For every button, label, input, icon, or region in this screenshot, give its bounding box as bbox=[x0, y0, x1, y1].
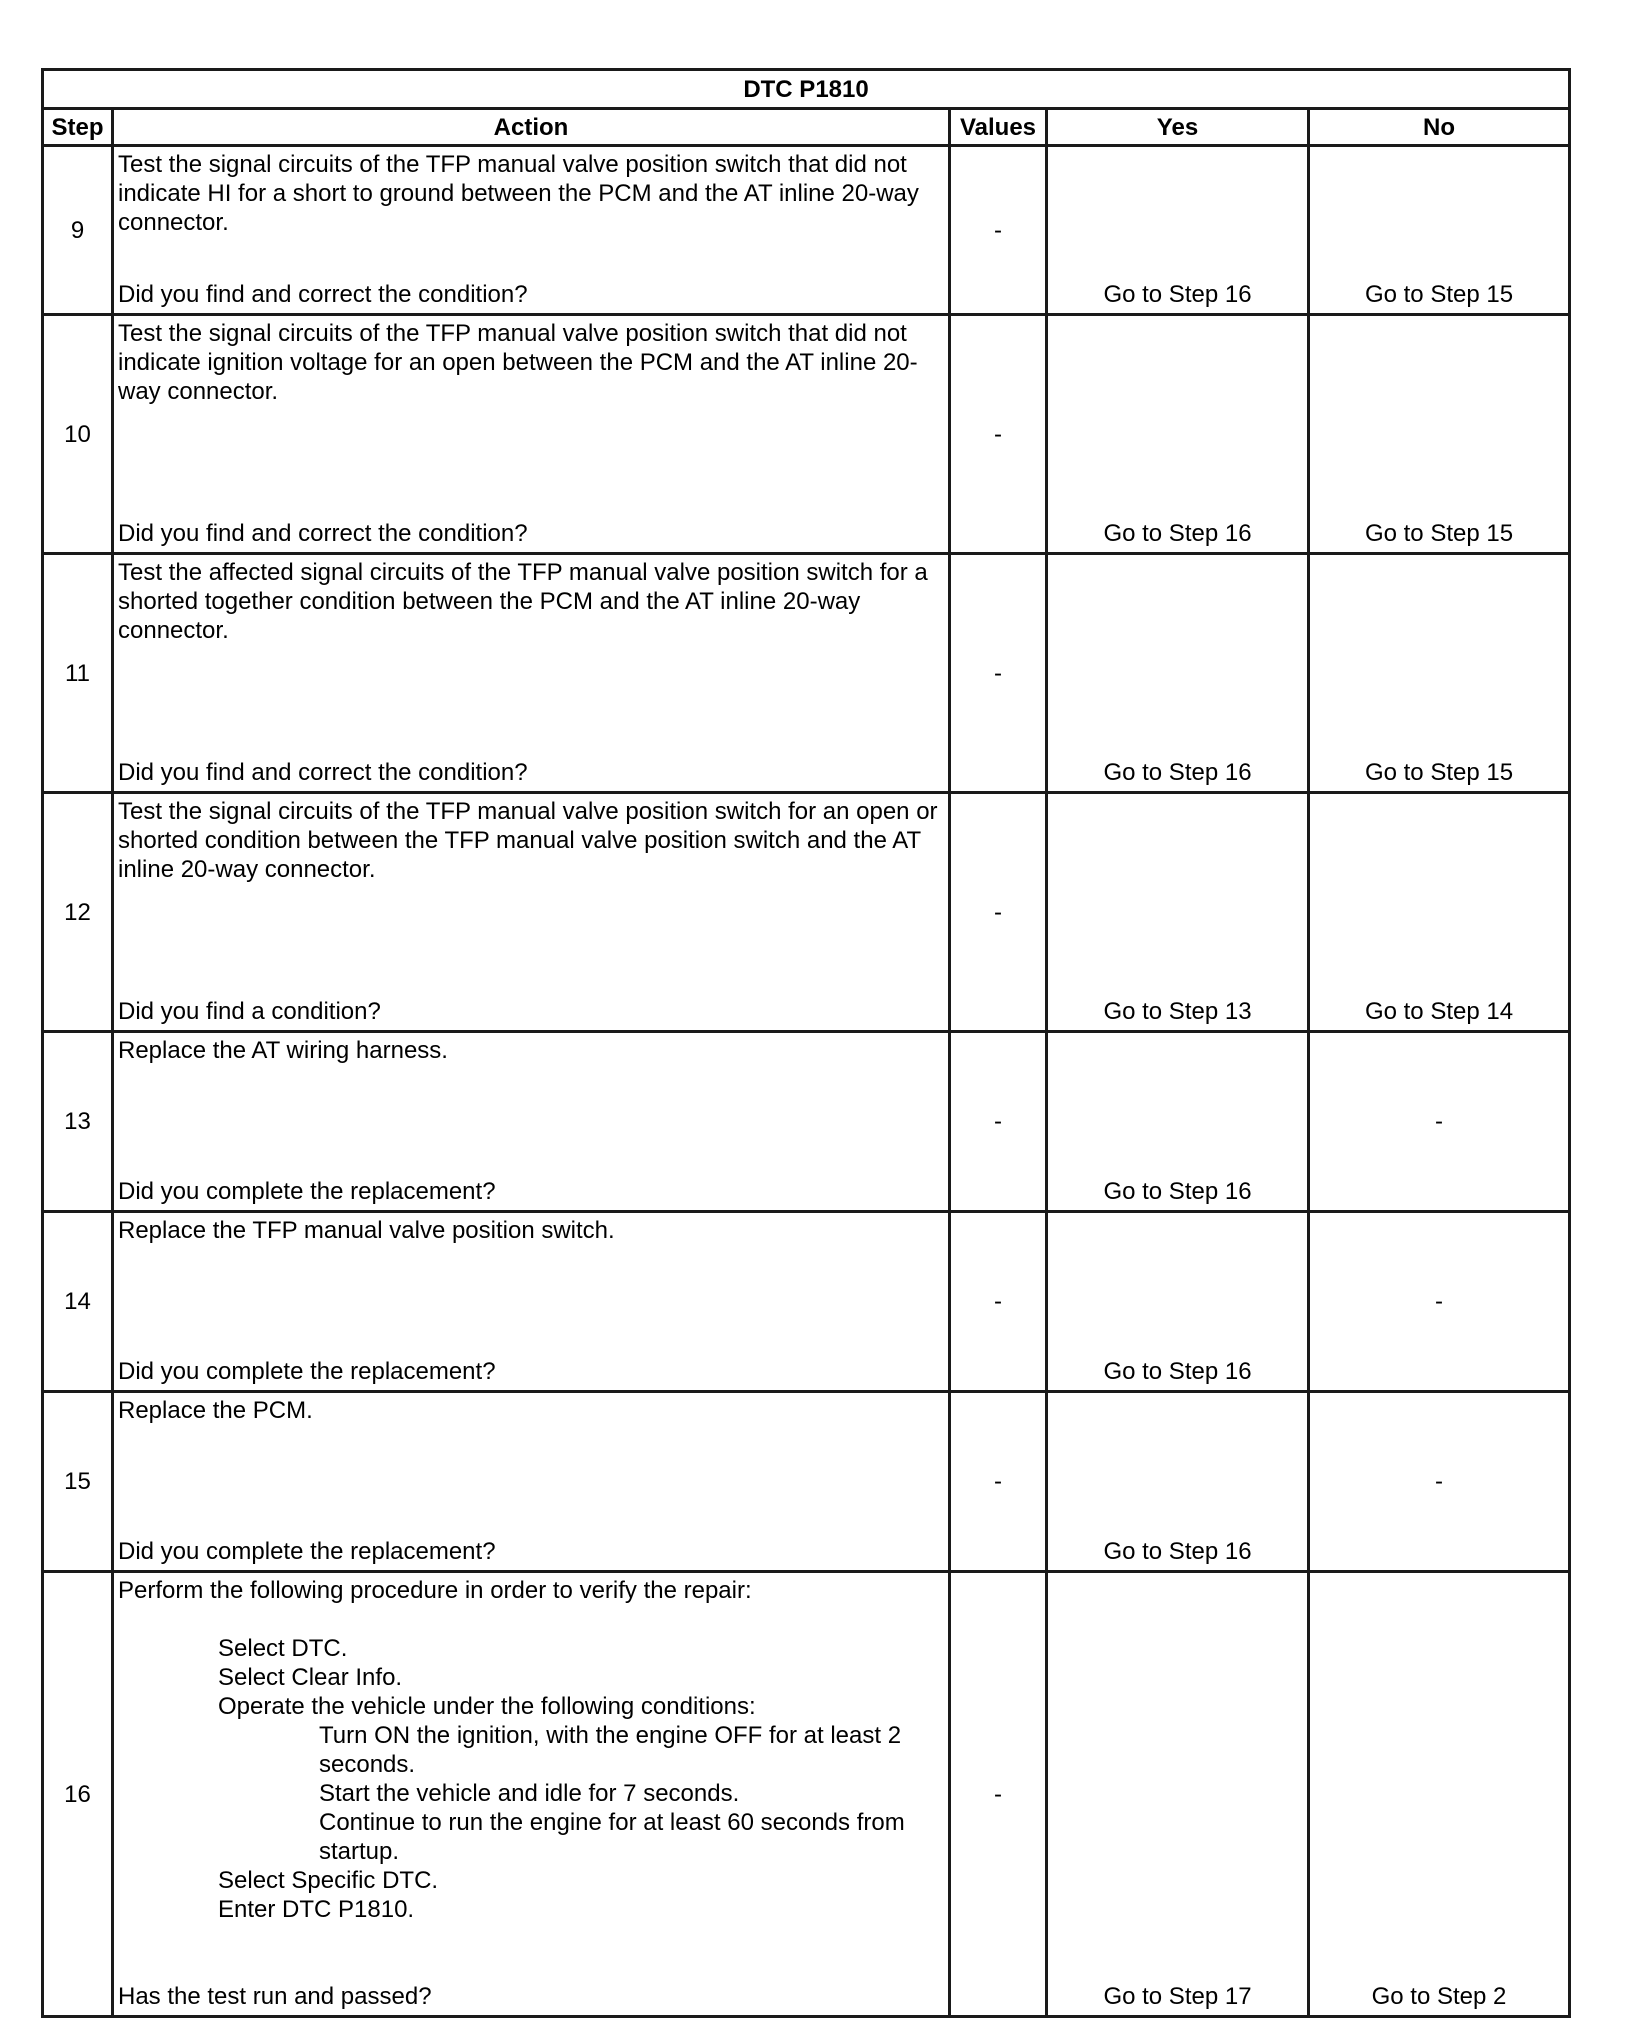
no-cell: Go to Step 2 bbox=[1309, 1572, 1570, 2017]
header-no: No bbox=[1309, 109, 1570, 146]
no-cell: - bbox=[1309, 1392, 1570, 1572]
action-cell bbox=[113, 1032, 950, 1212]
no-cell: - bbox=[1309, 1212, 1570, 1392]
step-number: 14 bbox=[43, 1212, 113, 1392]
procedure-step: Select DTC. bbox=[218, 1635, 348, 1662]
action-question: Did you complete the replacement? bbox=[118, 1358, 496, 1385]
header-values: Values bbox=[950, 109, 1047, 146]
values-cell: - bbox=[950, 1572, 1047, 2017]
values-cell: - bbox=[950, 1212, 1047, 1392]
table-row bbox=[43, 1392, 1570, 1572]
yes-cell: Go to Step 13 bbox=[1047, 793, 1309, 1032]
action-question: Has the test run and passed? bbox=[118, 1983, 432, 2010]
action-cell bbox=[113, 146, 950, 315]
table-row bbox=[43, 1572, 1570, 2017]
yes-cell: Go to Step 16 bbox=[1047, 146, 1309, 315]
yes-cell: Go to Step 16 bbox=[1047, 315, 1309, 554]
action-question: Did you find and correct the condition? bbox=[118, 520, 528, 547]
yes-cell: Go to Step 16 bbox=[1047, 1392, 1309, 1572]
action-question: Did you complete the replacement? bbox=[118, 1178, 496, 1205]
action-cell bbox=[113, 315, 950, 554]
procedure-intro: Perform the following procedure in order to verify the repair: bbox=[118, 1577, 752, 1604]
values-cell: - bbox=[950, 1032, 1047, 1212]
no-cell: Go to Step 15 bbox=[1309, 315, 1570, 554]
values-cell: - bbox=[950, 1392, 1047, 1572]
header-yes: Yes bbox=[1047, 109, 1309, 146]
step-number: 15 bbox=[43, 1392, 113, 1572]
condition-item: Turn ON the ignition, with the engine OFF for at least 2 seconds. bbox=[319, 1722, 902, 1778]
values-cell: - bbox=[950, 554, 1047, 793]
step-number: 10 bbox=[43, 315, 113, 554]
yes-cell: Go to Step 16 bbox=[1047, 554, 1309, 793]
step-number: 12 bbox=[43, 793, 113, 1032]
values-cell: - bbox=[950, 793, 1047, 1032]
table-row bbox=[43, 315, 1570, 554]
table-row bbox=[43, 146, 1570, 315]
action-text: Test the signal circuits of the TFP manual valve position switch that did not indicate ignition voltage for an open between the PCM and the AT inline 20-way connector. bbox=[118, 320, 918, 405]
procedure-steps bbox=[118, 1634, 944, 1924]
action-question: Did you find and correct the condition? bbox=[118, 281, 528, 308]
procedure bbox=[118, 1576, 944, 1924]
condition-item: Start the vehicle and idle for 7 seconds. bbox=[319, 1780, 740, 1807]
action-text: Replace the AT wiring harness. bbox=[118, 1037, 448, 1064]
no-cell: Go to Step 14 bbox=[1309, 793, 1570, 1032]
table-row bbox=[43, 1212, 1570, 1392]
header-step: Step bbox=[43, 109, 113, 146]
condition-list bbox=[218, 1721, 944, 1866]
values-cell: - bbox=[950, 315, 1047, 554]
action-question: Did you find a condition? bbox=[118, 998, 381, 1025]
no-cell: Go to Step 15 bbox=[1309, 146, 1570, 315]
step-number: 13 bbox=[43, 1032, 113, 1212]
action-text: Replace the PCM. bbox=[118, 1397, 313, 1424]
yes-cell: Go to Step 17 bbox=[1047, 1572, 1309, 2017]
table-title: DTC P1810 bbox=[43, 70, 1570, 109]
table-row bbox=[43, 793, 1570, 1032]
condition-item: Continue to run the engine for at least 60 seconds from startup. bbox=[319, 1809, 905, 1865]
procedure-step: Enter DTC P1810. bbox=[218, 1896, 415, 1923]
table-row bbox=[43, 554, 1570, 793]
action-question: Did you find and correct the condition? bbox=[118, 759, 528, 786]
action-cell bbox=[113, 793, 950, 1032]
procedure-step: Select Clear Info. bbox=[218, 1664, 403, 1691]
no-cell: Go to Step 15 bbox=[1309, 554, 1570, 793]
yes-cell: Go to Step 16 bbox=[1047, 1032, 1309, 1212]
header-action: Action bbox=[113, 109, 950, 146]
action-question: Did you complete the replacement? bbox=[118, 1538, 496, 1565]
action-cell bbox=[113, 554, 950, 793]
action-cell bbox=[113, 1392, 950, 1572]
values-cell: - bbox=[950, 146, 1047, 315]
procedure-step: Select Specific DTC. bbox=[218, 1867, 439, 1894]
yes-cell: Go to Step 16 bbox=[1047, 1212, 1309, 1392]
action-cell bbox=[113, 1572, 950, 2017]
step-number: 11 bbox=[43, 554, 113, 793]
action-text: Replace the TFP manual valve position switch. bbox=[118, 1217, 615, 1244]
step-number: 16 bbox=[43, 1572, 113, 2017]
action-text: Test the affected signal circuits of the TFP manual valve position switch for a shorted together condition between the PCM and the AT inline 20-way connector. bbox=[118, 559, 928, 644]
step-number: 9 bbox=[43, 146, 113, 315]
action-cell bbox=[113, 1212, 950, 1392]
dtc-table bbox=[41, 68, 1571, 2018]
action-text: Test the signal circuits of the TFP manual valve position switch that did not indicate HI for a short to ground between the PCM and the AT inline 20-way connector. bbox=[118, 151, 919, 236]
no-cell: - bbox=[1309, 1032, 1570, 1212]
table-row bbox=[43, 1032, 1570, 1212]
procedure-step bbox=[218, 1692, 944, 1866]
action-text: Test the signal circuits of the TFP manual valve position switch for an open or shorted condition between the TFP manual valve position switch and the AT inline 20-way connector. bbox=[118, 798, 938, 883]
procedure-step-text: Operate the vehicle under the following conditions: bbox=[218, 1693, 756, 1720]
